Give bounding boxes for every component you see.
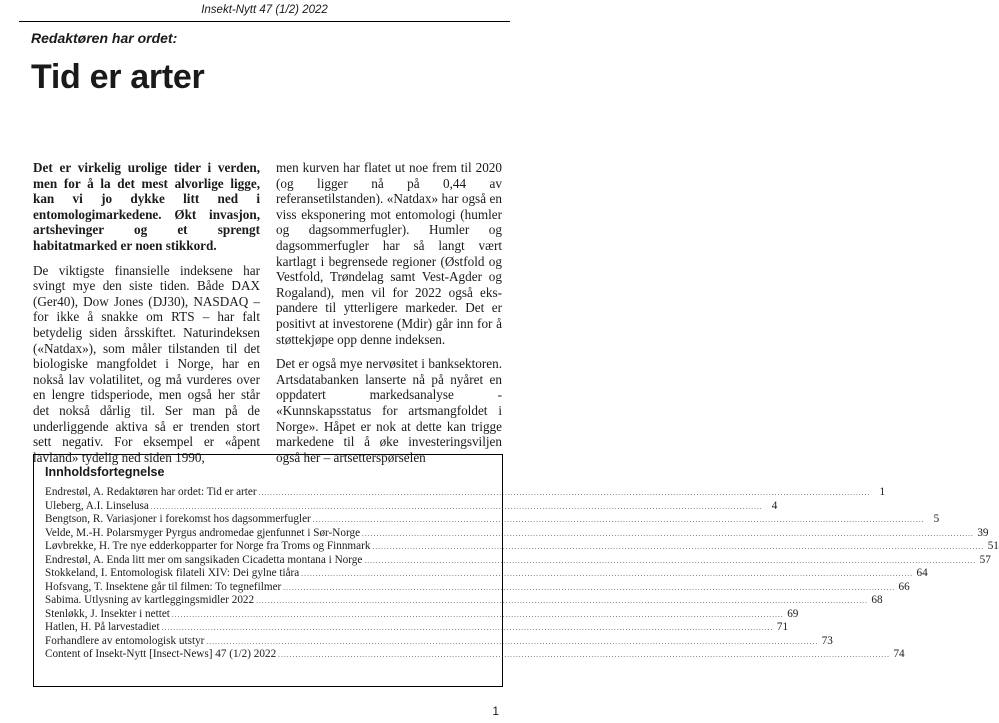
article-title: Tid er arter xyxy=(31,58,205,96)
toc-entry-text: Hofsvang, T. Insektene går til filmen: To tegnefilmer xyxy=(45,580,282,593)
toc-entry-page: 4 xyxy=(771,499,778,512)
toc-entry[interactable] xyxy=(45,634,833,649)
toc-entry-text: Sabima. Utlysning av kartleggingsmidler 2022 xyxy=(45,594,255,606)
toc-entry-page: 71 xyxy=(776,621,789,633)
toc-entry-page: 66 xyxy=(898,580,910,593)
toc-title: Innholdsfortegnelse xyxy=(45,465,165,479)
toc-entry-page: 5 xyxy=(933,513,940,525)
toc-entry[interactable] xyxy=(45,540,999,554)
text-column-right xyxy=(276,160,502,474)
toc-entry[interactable] xyxy=(45,499,778,514)
toc-entry[interactable] xyxy=(45,553,991,568)
toc-entry-text: Bengtson, R. Variasjoner i forekomst hos dagsommerfugler xyxy=(45,513,311,525)
toc-entry-text: Hatlen, H. På larvestadiet xyxy=(45,621,160,633)
dot-leader xyxy=(301,567,911,579)
toc-entry[interactable] xyxy=(45,580,910,595)
table-of-contents xyxy=(33,454,999,687)
toc-entry-page: 57 xyxy=(979,553,991,566)
toc-list xyxy=(45,486,999,662)
toc-entry-page: 64 xyxy=(916,567,928,579)
toc-entry[interactable] xyxy=(45,486,886,500)
dot-leader xyxy=(372,540,982,552)
page-number: 1 xyxy=(492,704,499,718)
dot-leader xyxy=(151,500,761,512)
toc-entry-text: Stenløkk, J. Insekter i nettet xyxy=(45,607,170,620)
toc-entry-text: Forhandlere av entomologisk utstyr xyxy=(45,634,205,647)
dot-leader xyxy=(362,527,972,539)
toc-entry-text: Content of Insekt-Nytt [Insect-News] 47 (1/2) 2022 xyxy=(45,648,277,660)
toc-entry[interactable] xyxy=(45,594,883,608)
dot-leader xyxy=(364,554,974,566)
toc-entry-text: Endrestøl, A. Enda litt mer om sangsikaden Cicadetta montana i Norge xyxy=(45,553,363,566)
toc-entry-page: 51 xyxy=(987,540,999,552)
toc-entry-page: 73 xyxy=(821,634,833,647)
lead-paragraph: Det er virkelig urolige tider i verden, men for å la det mest alvorlige ligge, kan vi jo dykke litt ned i entomologimarkedene. Økt invasjon, artshevinger og et sprengt habitatmarked er noen stikkord. xyxy=(33,160,260,253)
toc-entry[interactable] xyxy=(45,526,989,541)
toc-entry-page: 39 xyxy=(977,526,989,539)
toc-entry-text: Endrestøl, A. Redaktøren har ordet: Tid er arter xyxy=(45,486,257,498)
toc-entry[interactable] xyxy=(45,621,789,635)
toc-entry[interactable] xyxy=(45,567,928,581)
dot-leader xyxy=(256,594,866,606)
toc-entry-text: Løvbrekke, H. Tre nye edderkopparter for Norge fra Troms og Finnmark xyxy=(45,540,371,552)
dot-leader xyxy=(162,621,772,633)
dot-leader xyxy=(313,513,923,525)
body-paragraph: De viktigste finansielle indeksene har svingt mye den siste tiden. Både DAX (Ger40), Dow Jones (DJ30), NASDAQ – for ikke å snakke om RTS – har falt betydelig siden årsskiftet. Naturindeksen («Natdax»), som måler tilstanden til det biologiske mangfoldet i Norge, har en nokså lav volatilitet, og må vurderes over en lengre tidsperiode, men også her står det nokså dårlig til. Ser man på de underliggende aktiva så er trenden stort sett negativ. For eksempel er «åpent lavland» tydelig ned siden 1990, xyxy=(33,262,260,465)
dot-leader xyxy=(259,486,869,498)
running-title: Insekt-Nytt 47 (1/2) 2022 xyxy=(201,4,328,16)
toc-entry-text: Velde, M.-H. Polarsmyger Pyrgus andromedae gjenfunnet i Sør-Norge xyxy=(45,526,361,539)
toc-entry-text: Stokkeland, I. Entomologisk filateli XIV: Dei gylne tiåra xyxy=(45,567,300,579)
body-paragraph: men kurven har flatet ut noe frem til 2020 (og ligger nå på 0,44 av referansetilstanden). «Natdax» har også en viss eksponering mot entomologi (humler og dagsommerfugler). Humler og dagsommerfugler har så langt vært kartlagt i begrensede regioner (Østfold og Vestfold, Trøndelag samt Vest-Agder og Rogaland), men vil for 2022 også eks-pandere til ytterligere markeder. Det er positivt at investorene (Mdir) går inn for å støttekjøpe opp denne indeksen. xyxy=(276,160,502,347)
toc-entry-page: 68 xyxy=(871,594,883,606)
toc-entry[interactable] xyxy=(45,607,799,622)
toc-entry[interactable] xyxy=(45,648,905,662)
dot-leader xyxy=(283,581,893,593)
toc-entry-page: 69 xyxy=(787,607,799,620)
toc-entry-text: Uleberg, A.I. Linselusa xyxy=(45,499,149,512)
text-column-left xyxy=(33,160,260,474)
toc-entry-page: 1 xyxy=(879,486,886,498)
body-paragraph: Det er også mye nervøsitet i banksektoren. Artsdatabanken lanserte nå på nyåret en oppdatert markedsanalyse - «Kunnskapsstatus for artsmangfoldet i Norge». Håpet er nok at dette kan trigge markedene til å øke investeringsviljen også her – artsetterspørselen xyxy=(276,356,502,465)
toc-entry[interactable] xyxy=(45,513,940,527)
dot-leader xyxy=(206,635,816,647)
section-kicker: Redaktøren har ordet: xyxy=(31,30,178,46)
running-header xyxy=(19,0,510,22)
dot-leader xyxy=(172,608,782,620)
dot-leader xyxy=(278,648,888,660)
toc-entry-page: 74 xyxy=(893,648,905,660)
